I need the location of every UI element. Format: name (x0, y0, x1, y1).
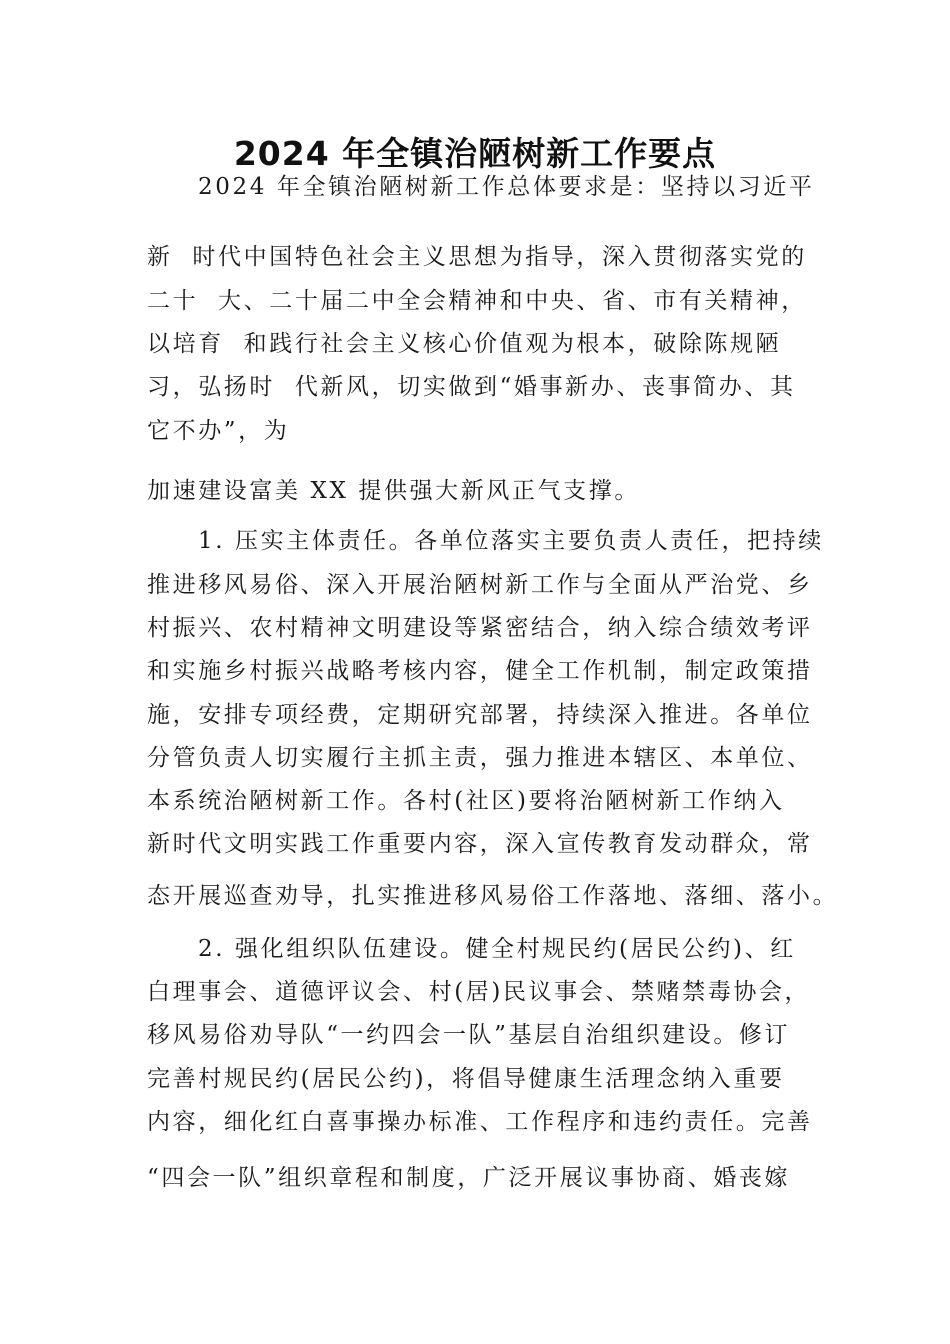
text-line: 2. 强化组织队伍建设。健全村规民约(居民公约)、红 (198, 936, 796, 962)
text-line: “四会一队”组织章程和制度，广泛开展议事协商、婚丧嫁 (147, 1165, 791, 1191)
text-line: 2024 年全镇治陋树新工作总体要求是：坚持以习近平 (198, 174, 815, 200)
text-line: 1. 压实主体责任。各单位落实主要负责人责任，把持续 (198, 528, 824, 554)
text-line: 二十 大、二十届二中全会精神和中央、省、市有关精神， (147, 288, 807, 314)
text-line: 村振兴、农村精神文明建设等紧密结合，纳入综合绩效考评 (147, 615, 813, 641)
text-line: 态开展巡查劝导，扎实推进移风易俗工作落地、落细、落小。 (147, 883, 839, 909)
text-line: 加速建设富美 XX 提供强大新风正气支撑。 (147, 478, 640, 504)
text-line: 习，弘扬时 代新风，切实做到“婚事新办、丧事简办、其 (147, 374, 796, 400)
text-line: 新时代文明实践工作重要内容，深入宣传教育发动群众，常 (147, 831, 813, 857)
text-line: 白理事会、道德评议会、村(居)民议事会、禁赌禁毒协会， (147, 979, 811, 1005)
text-line: 以培育 和践行社会主义核心价值观为根本，破除陈规陋 (147, 331, 782, 357)
text-line: 它不办”，为 (147, 418, 290, 444)
text-line: 和实施乡村振兴战略考核内容，健全工作机制，制定政策措 (147, 658, 813, 684)
text-line: 新 时代中国特色社会主义思想为指导，深入贯彻落实党的 (147, 244, 807, 270)
text-line: 内容，细化红白喜事操办标准、工作程序和违约责任。完善 (147, 1109, 813, 1135)
text-line: 分管负责人切实履行主抓主责，强力推进本辖区、本单位、 (147, 745, 813, 771)
text-line: 推进移风易俗、深入开展治陋树新工作与全面从严治党、乡 (147, 572, 813, 598)
text-line: 移风易俗劝导队“一约四会一队”基层自治组织建设。修订 (147, 1022, 791, 1048)
text-line: 本系统治陋树新工作。各村(社区)要将治陋树新工作纳入 (147, 788, 785, 814)
text-line: 施，安排专项经费，定期研究部署，持续深入推进。各单位 (147, 702, 813, 728)
document-title: 2024 年全镇治陋树新工作要点 (233, 134, 717, 173)
text-line: 完善村规民约(居民公约)，将倡导健康生活理念纳入重要 (147, 1066, 785, 1092)
